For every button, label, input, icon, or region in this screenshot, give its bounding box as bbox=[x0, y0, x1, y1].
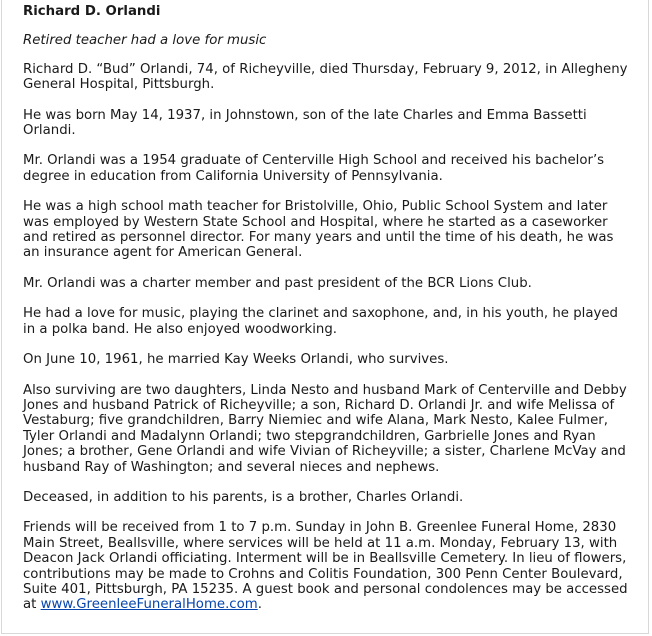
article-headline: Richard D. Orlandi bbox=[23, 4, 161, 19]
paragraph-survivors: Also surviving are two daughters, Linda Nesto and husband Mark of Centerville and Debby Jones and husband Patrick of Richeyville; a son, Richard D. Orlandi Jr. and wife Melissa of Vestaburg; five grandchildren, Barry Niemiec and wife Alana, Mark Nesto, Kalee Fulmer, Tyler Orlandi and Madalynn Orlandi; two stepgrandchildren, Garbrielle Jones and Ryan Jones; a brother, Gene Orlandi and wife Vivian of Richeyville; a sister, Charlene McVay and husband Ray of Washington; and several nieces and nephews. bbox=[23, 382, 627, 475]
obituary-article bbox=[23, 4, 629, 628]
paragraph-deceased: Deceased, in addition to his parents, is a brother, Charles Orlandi. bbox=[23, 489, 464, 505]
paragraph-career: He was a high school math teacher for Bristolville, Ohio, Public School System and later was employed by Western State School and Hospital, where he started as a caseworker and retired as personnel director. For many years and until the time of his death, he was an insurance agent for American General. bbox=[23, 199, 614, 261]
services-text-end: . bbox=[257, 597, 262, 613]
funeral-home-link[interactable]: www.GreenleeFuneralHome.com bbox=[40, 597, 258, 613]
paragraph-birth: He was born May 14, 1937, in Johnstown, son of the late Charles and Emma Bassetti Orlandi. bbox=[23, 107, 587, 139]
paragraph-death-notice: Richard D. “Bud” Orlandi, 74, of Richeyville, died Thursday, February 9, 2012, in Allegheny General Hospital, Pittsburgh. bbox=[23, 61, 628, 93]
paragraph-marriage: On June 10, 1961, he married Kay Weeks Orlandi, who survives. bbox=[23, 352, 449, 368]
services-text: Friends will be received from 1 to 7 p.m. Sunday in John B. Greenlee Funeral Home, 2830 Main Street, Beallsville, where services will be held at 11 a.m. Monday, February 13, with Deacon Jack Orlandi officiating. Interment will be in Beallsville Cemetery. In lieu of flowers, contributions may be made to Crohns and Colitis Foundation, 300 Penn Center Boulevard, Suite 401, Pittsburgh, PA 15235. A guest book and personal condolences may be accessed at bbox=[23, 520, 628, 613]
paragraph-lions-club: Mr. Orlandi was a charter member and past president of the BCR Lions Club. bbox=[23, 275, 532, 291]
article-frame bbox=[1, 0, 649, 634]
paragraph-music: He had a love for music, playing the clarinet and saxophone, and, in his youth, he played in a polka band. He also enjoyed woodworking. bbox=[23, 306, 618, 337]
paragraph-services bbox=[23, 520, 629, 612]
article-subhead: Retired teacher had a love for music bbox=[23, 33, 267, 49]
paragraph-education: Mr. Orlandi was a 1954 graduate of Centerville High School and received his bachelor’s degree in education from California University of Pennsylvania. bbox=[23, 153, 605, 184]
